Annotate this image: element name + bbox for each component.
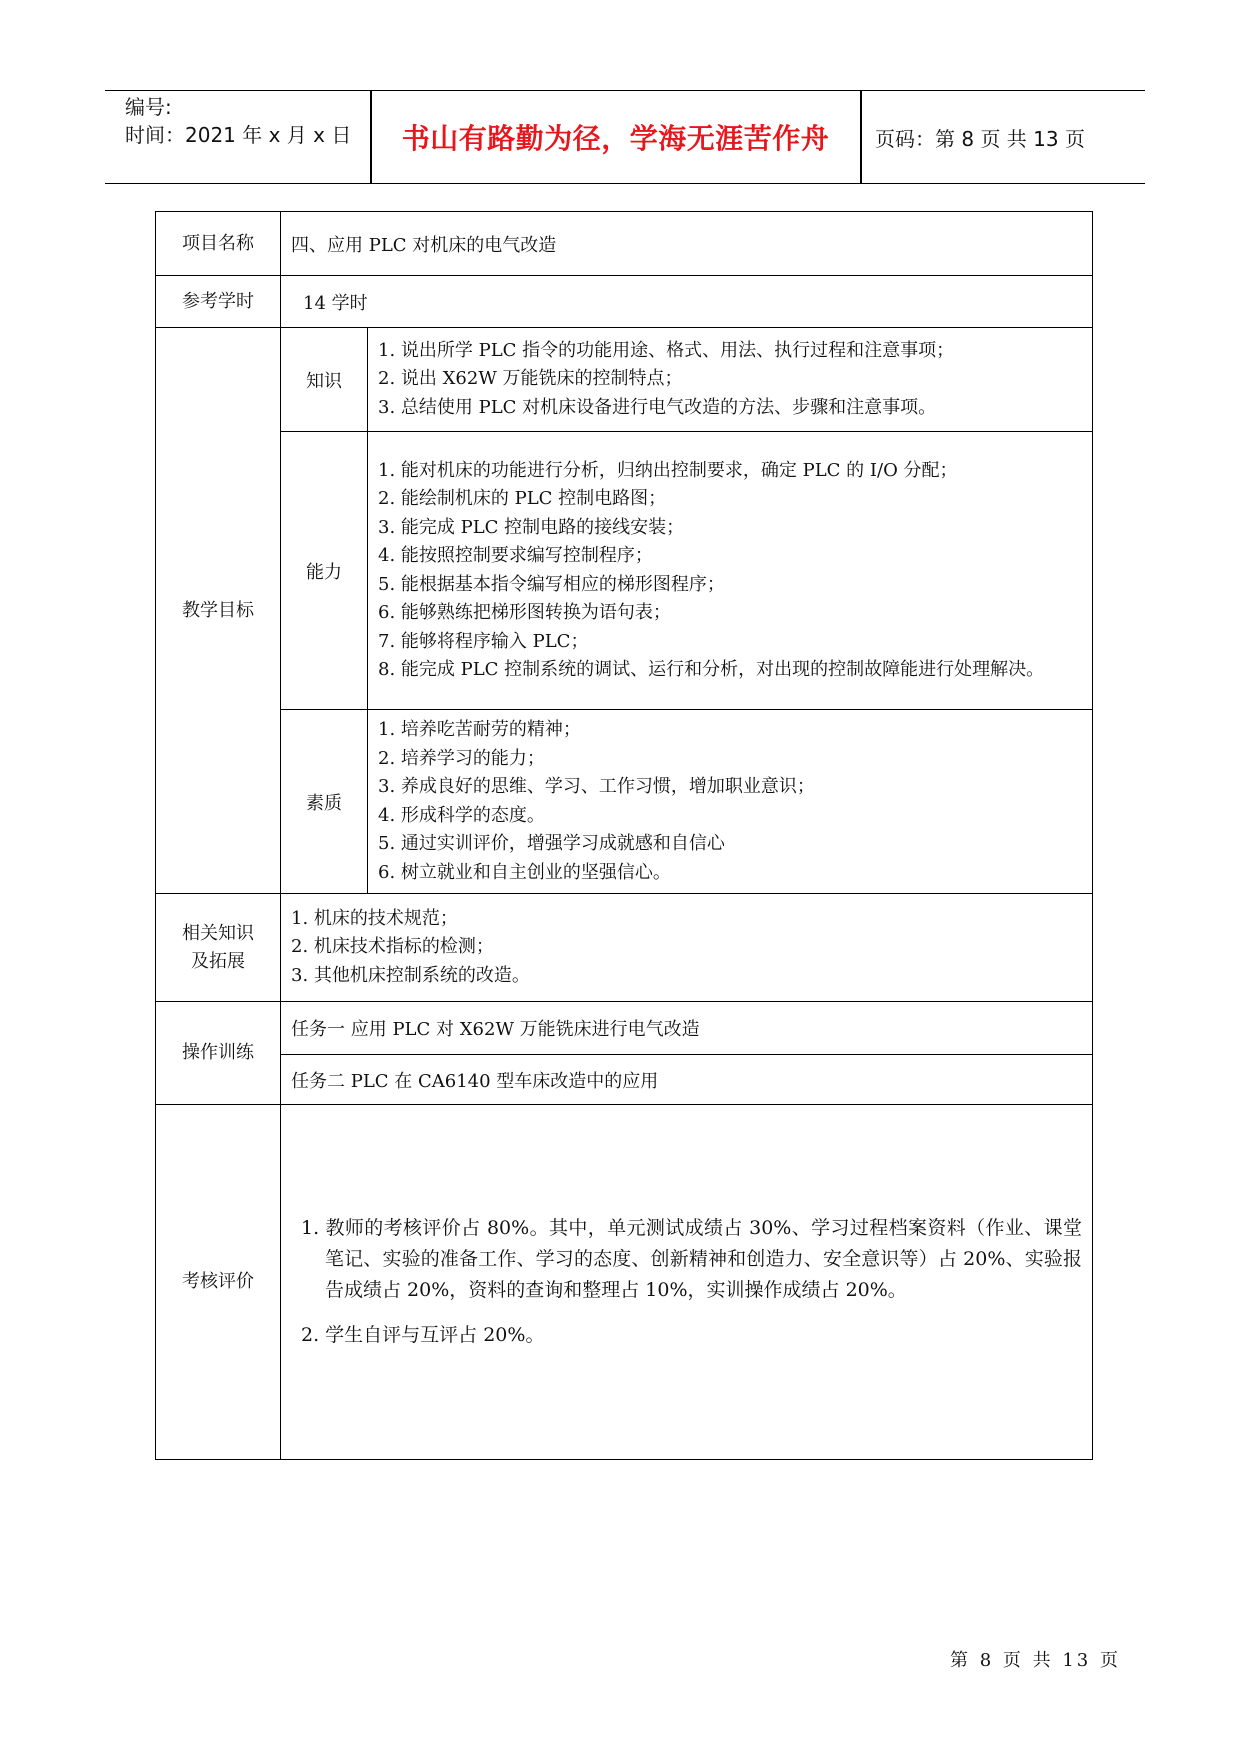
evaluation-content	[281, 1105, 1093, 1460]
related-label-line1: 相关知识	[182, 922, 254, 944]
header-divider	[860, 91, 862, 183]
row-evaluation	[156, 1105, 1093, 1460]
hours-value: 14 学时	[281, 276, 1093, 328]
task2: 任务二 PLC 在 CA6140 型车床改造中的应用	[281, 1055, 1093, 1105]
list-item: 5. 能根据基本指令编写相应的梯形图程序；	[378, 573, 725, 595]
list-item: 3. 能完成 PLC 控制电路的接线安装；	[378, 516, 685, 538]
row-project	[156, 212, 1093, 276]
row-ability	[156, 432, 1093, 710]
quality-label: 素质	[281, 710, 368, 894]
list-item: 1. 培养吃苦耐劳的精神；	[378, 719, 581, 740]
time-label: 时间：2021 年 x 月 x 日	[125, 123, 352, 147]
evaluation-label: 考核评价	[156, 1105, 281, 1460]
task1: 任务一 应用 PLC 对 X62W 万能铣床进行电气改造	[281, 1002, 1093, 1055]
list-item: 2. 培养学习的能力；	[378, 747, 545, 769]
list-item: 7. 能够将程序输入 PLC；	[378, 630, 589, 652]
header-meta	[115, 91, 370, 183]
number-label: 编号:	[125, 95, 172, 119]
list-item: 2. 说出 X62W 万能铣床的控制特点；	[378, 368, 683, 390]
list-item: 4. 形成科学的态度。	[378, 804, 545, 826]
evaluation-item-1: 1. 教师的考核评价占 80%。其中，单元测试成绩占 30%、学习过程档案资料（作业、课堂笔记、实验的准备工作、学习的态度、创新精神和创造力、安全意识等）占 20%、实验报告成绩占 20%，资料的查询和整理占 10%，实训操作成绩占 20%。	[301, 1217, 1082, 1301]
header-page-label: 页码：第 8 页 共 13 页	[875, 126, 1085, 151]
ability-items	[368, 432, 1093, 710]
knowledge-label: 知识	[281, 328, 368, 432]
page-footer: 第 8 页 共 13 页	[950, 1650, 1121, 1671]
list-item: 3. 总结使用 PLC 对机床设备进行电气改造的方法、步骤和注意事项。	[378, 396, 937, 418]
page-header	[105, 90, 1145, 184]
list-item: 6. 树立就业和自主创业的坚强信心。	[378, 861, 671, 883]
list-item: 3. 养成良好的思维、学习、工作习惯，增加职业意识；	[378, 776, 815, 797]
project-label: 项目名称	[156, 212, 281, 276]
ability-label: 能力	[281, 432, 368, 710]
row-task1	[156, 1002, 1093, 1055]
list-item: 1. 机床的技术规范；	[291, 907, 458, 929]
row-related	[156, 894, 1093, 1002]
quality-items	[368, 710, 1093, 894]
list-item: 3. 其他机床控制系统的改造。	[291, 964, 530, 986]
list-item: 8. 能完成 PLC 控制系统的调试、运行和分析，对出现的控制故障能进行处理解决。	[378, 659, 1045, 680]
related-items	[281, 894, 1093, 1002]
list-item: 4. 能按照控制要求编写控制程序；	[378, 545, 653, 566]
evaluation-item-2: 2. 学生自评与互评占 20%。	[301, 1324, 545, 1346]
hours-label: 参考学时	[156, 276, 281, 328]
row-knowledge	[156, 328, 1093, 432]
training-label: 操作训练	[156, 1002, 281, 1105]
course-table	[155, 211, 1093, 1460]
row-task2	[156, 1055, 1093, 1105]
row-hours	[156, 276, 1093, 328]
list-item: 1. 能对机床的功能进行分析，归纳出控制要求，确定 PLC 的 I/O 分配；	[378, 459, 958, 481]
list-item: 2. 机床技术指标的检测；	[291, 936, 494, 958]
related-label	[156, 894, 281, 1002]
goals-label: 教学目标	[156, 328, 281, 894]
list-item: 2. 能绘制机床的 PLC 控制电路图；	[378, 488, 667, 509]
list-item: 5. 通过实训评价，增强学习成就感和自信心	[378, 833, 725, 854]
header-motto: 书山有路勤为径，学海无涯苦作舟	[401, 122, 830, 155]
list-item: 6. 能够熟练把梯形图转换为语句表；	[378, 602, 671, 623]
list-item: 1. 说出所学 PLC 指令的功能用途、格式、用法、执行过程和注意事项；	[378, 339, 955, 361]
project-value: 四、应用 PLC 对机床的电气改造	[281, 212, 1093, 276]
knowledge-items	[368, 328, 1093, 432]
related-label-line2: 及拓展	[191, 950, 245, 972]
row-quality	[156, 710, 1093, 894]
